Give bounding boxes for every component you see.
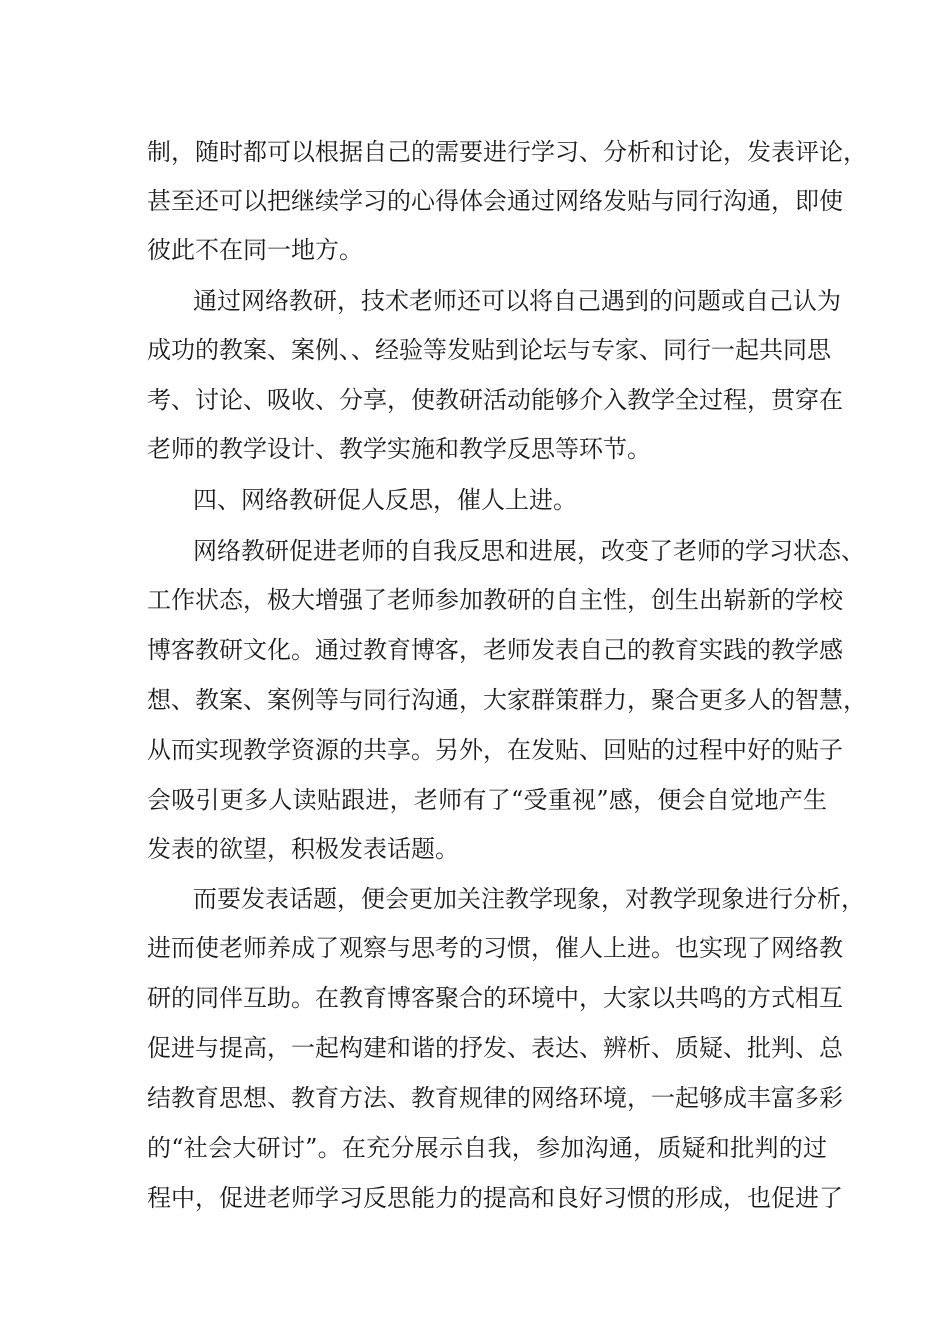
text-line: 进而使老师养成了观察与思考的习惯，催人上进。也实现了网络教 — [147, 934, 843, 962]
text-line: 研的同伴互助。在教育博客聚合的环境中，大家以共鸣的方式相互 — [147, 984, 843, 1012]
section-heading: 四、网络教研促人反思，催人上进。 — [193, 486, 577, 514]
text-line: 考、讨论、吸收、分享，使教研活动能够介入教学全过程，贯穿在 — [147, 386, 843, 414]
paragraph-first-line: 而要发表话题，便会更加关注教学现象，对教学现象进行分析， — [193, 885, 865, 913]
text-line: 甚至还可以把继续学习的心得体会通过网络发贴与同行沟通，即使 — [147, 187, 843, 215]
text-line: 制，随时都可以根据自己的需要进行学习、分析和讨论，发表评论， — [147, 138, 867, 166]
text-line: 彼此不在同一地方。 — [147, 236, 363, 264]
text-line: 工作状态，极大增强了老师参加教研的自主性，创生出崭新的学校 — [147, 586, 843, 614]
text-line: 成功的教案、案例、、经验等发贴到论坛与专家、同行一起共同思 — [147, 336, 831, 364]
text-line: 发表的欲望，积极发表话题。 — [147, 835, 459, 863]
text-line: 博客教研文化。通过教育博客，老师发表自己的教育实践的教学感 — [147, 636, 843, 664]
text-line: 老师的教学设计、教学实施和教学反思等环节。 — [147, 435, 651, 463]
text-line: 会吸引更多人读贴跟进，老师有了“受重视”感，便会自觉地产生 — [147, 786, 827, 814]
text-line: 想、教案、案例等与同行沟通，大家群策群力，聚合更多人的智慧， — [147, 686, 867, 714]
text-line: 结教育思想、教育方法、教育规律的网络环境，一起够成丰富多彩 — [147, 1084, 843, 1112]
text-line: 程中，促进老师学习反思能力的提高和良好习惯的形成，也促进了 — [147, 1184, 843, 1212]
text-line: 促进与提高，一起构建和谐的抒发、表达、辨析、质疑、批判、总 — [147, 1034, 843, 1062]
paragraph-first-line: 网络教研促进老师的自我反思和进展，改变了老师的学习状态、 — [193, 537, 865, 565]
text-line: 从而实现教学资源的共享。另外，在发贴、回贴的过程中好的贴子 — [147, 736, 843, 764]
text-line: 的“社会大研讨”。在充分展示自我，参加沟通，质疑和批判的过 — [147, 1134, 827, 1162]
paragraph-first-line: 通过网络教研，技术老师还可以将自己遇到的问题或自己认为 — [193, 287, 841, 315]
